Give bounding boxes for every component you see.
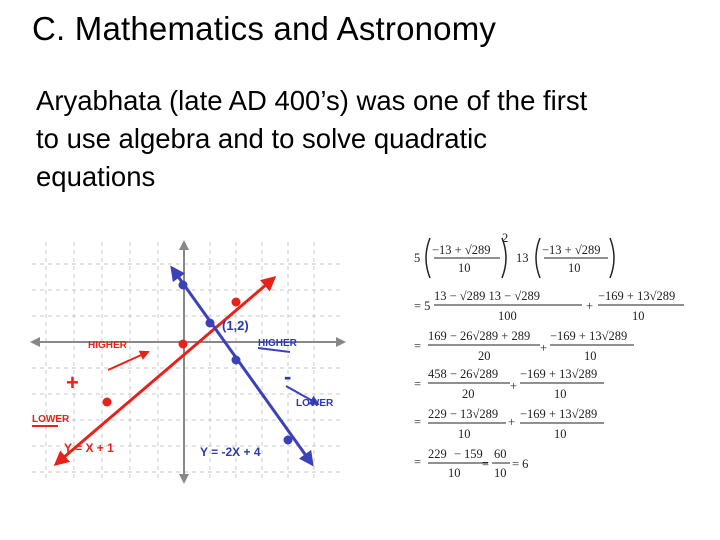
label-higher-right: HIGHER bbox=[258, 338, 297, 349]
l4-numerator-2: −169 + 13√289 bbox=[520, 367, 598, 381]
label-equation-red: Y = X + 1 bbox=[64, 441, 114, 455]
l2-plus: + bbox=[586, 299, 594, 313]
l2-numerator: 13 − √289 13 − √289 bbox=[434, 289, 540, 303]
label-higher-left: HIGHER bbox=[88, 340, 127, 351]
body-line: equations bbox=[36, 161, 156, 192]
l5-denominator-2: 10 bbox=[554, 427, 567, 441]
label-lower-right: LOWER bbox=[296, 398, 334, 409]
red-point bbox=[103, 398, 112, 407]
quadratic-solution-working bbox=[408, 228, 698, 484]
l5-numerator: 229 − 13√289 bbox=[428, 407, 499, 421]
l6-denominator-3: 10 bbox=[494, 466, 507, 480]
l1-numerator: −13 + √289 bbox=[432, 243, 491, 257]
l4-denominator: 20 bbox=[462, 387, 475, 401]
l5-equals: = bbox=[414, 415, 422, 429]
l1-coefficient: 13 bbox=[516, 251, 529, 265]
slide-body-text bbox=[36, 82, 696, 196]
blue-point bbox=[179, 281, 188, 290]
l3-denominator-2: 10 bbox=[584, 349, 597, 363]
body-line: to use algebra and to solve quadratic bbox=[36, 123, 487, 154]
l6-denominator: 10 bbox=[448, 466, 461, 480]
red-line-y-equals-x-plus-1 bbox=[56, 278, 274, 464]
l4-numerator: 458 − 26√289 bbox=[428, 367, 499, 381]
l2-denominator: 100 bbox=[498, 309, 517, 323]
higher-arrow-left bbox=[108, 352, 148, 370]
label-lower-left: LOWER bbox=[32, 414, 70, 425]
red-point bbox=[232, 298, 241, 307]
slide-title: C. Mathematics and Astronomy bbox=[32, 10, 497, 47]
l5-plus: + bbox=[508, 415, 516, 429]
label-plus: + bbox=[66, 370, 79, 395]
paren bbox=[426, 238, 430, 278]
label-equation-blue: Y = -2X + 4 bbox=[200, 445, 261, 459]
l1-denominator: 10 bbox=[458, 261, 471, 275]
l3-equals: = bbox=[414, 339, 422, 353]
l2-denominator-2: 10 bbox=[632, 309, 645, 323]
l5-numerator-2: −169 + 13√289 bbox=[520, 407, 598, 421]
l2-equals: = 5 bbox=[414, 299, 431, 313]
l6-numerator: 159 bbox=[464, 447, 483, 461]
l3-plus: + bbox=[540, 341, 548, 355]
blue-point bbox=[284, 436, 293, 445]
label-intersection-point: (1,2) bbox=[222, 318, 249, 333]
l6-equals-2: = bbox=[482, 457, 490, 471]
l6-minus: − bbox=[454, 447, 462, 461]
l6-equals: = bbox=[414, 455, 422, 469]
l6-numerator-3: 60 bbox=[494, 447, 507, 461]
l4-denominator-2: 10 bbox=[554, 387, 567, 401]
l4-plus: + bbox=[510, 379, 518, 393]
blue-point bbox=[206, 319, 215, 328]
l1-numerator: −13 + √289 bbox=[542, 243, 601, 257]
paren bbox=[610, 238, 614, 278]
body-line: Aryabhata (late AD 400’s) was one of the first bbox=[36, 85, 588, 116]
l6-result: = 6 bbox=[512, 457, 529, 471]
label-minus: - bbox=[284, 364, 292, 389]
l2-numerator-2: −169 + 13√289 bbox=[598, 289, 676, 303]
l3-numerator-2: −169 + 13√289 bbox=[550, 329, 628, 343]
l1-denominator: 10 bbox=[568, 261, 581, 275]
l3-numerator: 169 − 26√289 + 289 bbox=[428, 329, 531, 343]
paren bbox=[536, 238, 540, 278]
red-points bbox=[103, 298, 241, 407]
red-point bbox=[179, 340, 188, 349]
l4-equals: = bbox=[414, 377, 422, 391]
l3-denominator: 20 bbox=[478, 349, 491, 363]
linear-system-graph bbox=[28, 238, 348, 486]
l5-denominator: 10 bbox=[458, 427, 471, 441]
l1-exponent: 2 bbox=[502, 231, 509, 245]
l6-numerator: 229 bbox=[428, 447, 447, 461]
l1-coefficient: 5 bbox=[414, 251, 421, 265]
blue-point bbox=[232, 356, 241, 365]
